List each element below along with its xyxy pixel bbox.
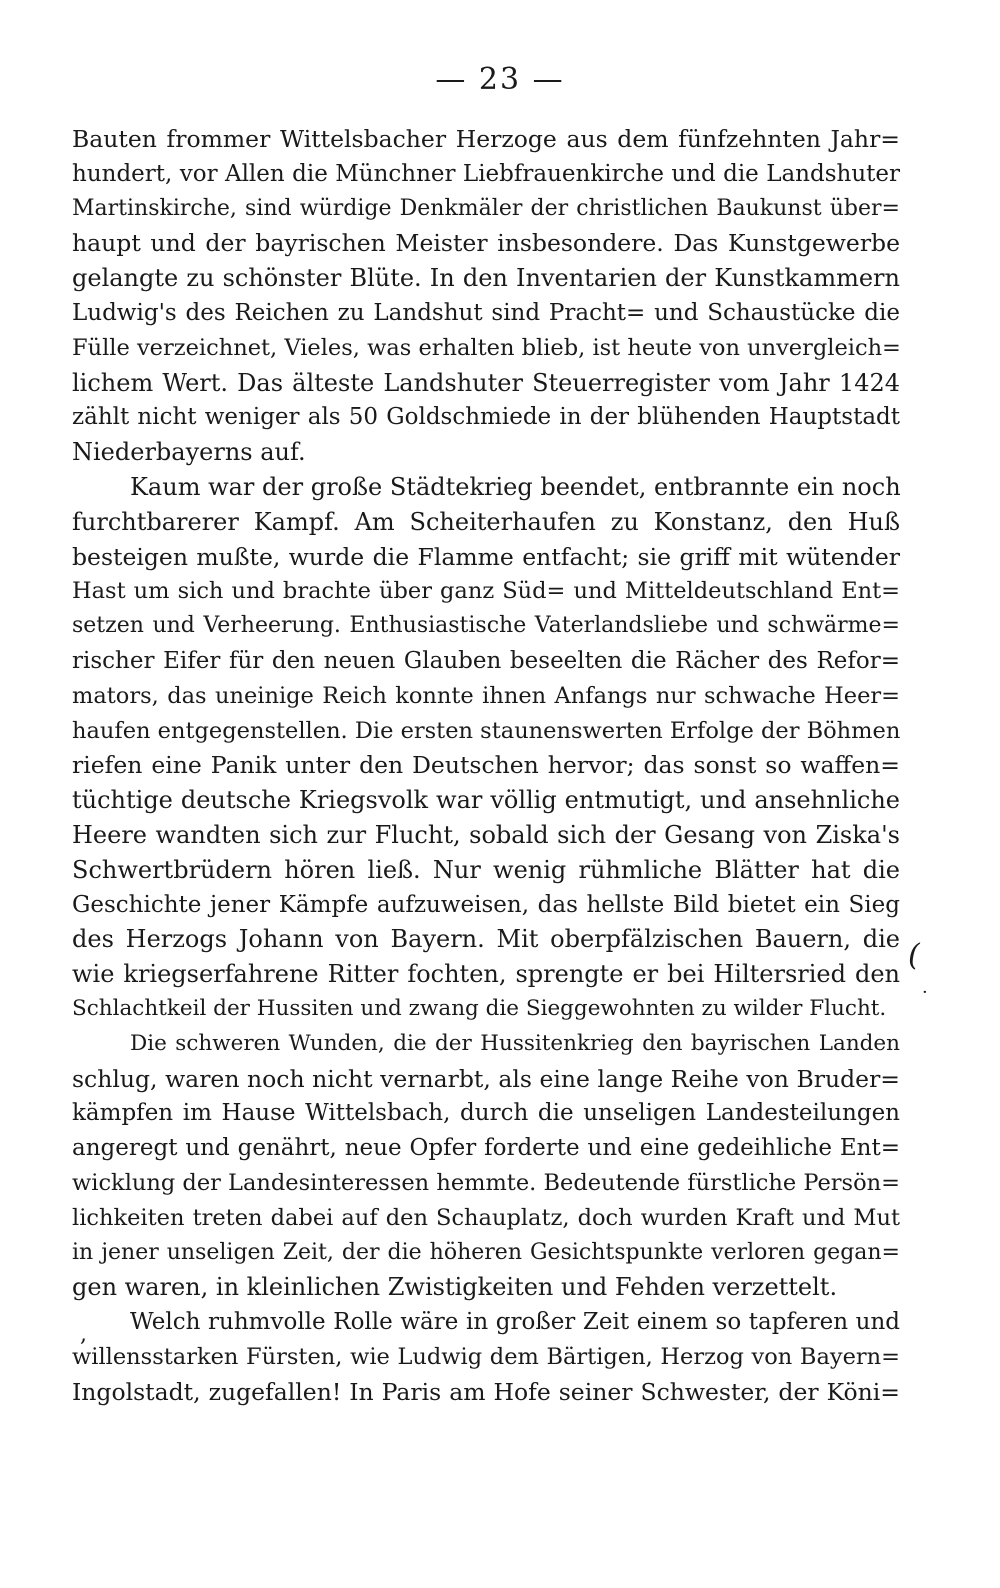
text-line: Welch ruhmvolle Rolle wäre in großer Zeit einem so tapferen und xyxy=(130,1309,900,1336)
text-line: Hast um sich und brachte über ganz Süd= und Mitteldeutschland Ent= xyxy=(72,578,900,605)
body-text xyxy=(72,122,900,1409)
text-line: mators, das uneinige Reich konnte ihnen Anfangs nur schwache Heer= xyxy=(72,682,900,709)
text-line: des Herzogs Johann von Bayern. Mit oberpfälzischen Bauern, die xyxy=(72,925,900,954)
text-line: riefen eine Panik unter den Deutschen hervor; das sonst so waffen= xyxy=(72,751,900,780)
text-line: Fülle verzeichnet, Vieles, was erhalten blieb, ist heute von unvergleich= xyxy=(72,334,901,361)
text-line: haufen entgegenstellen. Die ersten staunenswerten Erfolge der Böhmen xyxy=(72,717,901,744)
page-number: — 23 — xyxy=(435,62,565,97)
stray-comma-mark: , xyxy=(80,1322,87,1347)
text-line: lichkeiten treten dabei auf den Schauplatz, doch wurden Kraft und Mut xyxy=(72,1204,900,1231)
text-line: besteigen mußte, wurde die Flamme entfacht; sie griff mit wütender xyxy=(72,542,900,571)
margin-annotation-dot: · xyxy=(922,982,928,1003)
text-line: haupt und der bayrischen Meister insbesondere. Das Kunstgewerbe xyxy=(72,229,900,258)
text-line: Die schweren Wunden, die der Hussitenkrieg den bayrischen Landen xyxy=(130,1030,900,1056)
text-line: Kaum war der große Städtekrieg beendet, entbrannte ein noch xyxy=(130,472,901,501)
text-line: rischer Eifer für den neuen Glauben beseelten die Rächer des Refor= xyxy=(72,647,900,674)
text-line: lichem Wert. Das älteste Landshuter Steuerregister vom Jahr 1424 xyxy=(72,368,900,397)
paragraph xyxy=(72,470,900,1027)
text-line: Bauten frommer Wittelsbacher Herzoge aus dem fünfzehnten Jahr= xyxy=(72,125,900,153)
text-line: zählt nicht weniger als 50 Goldschmiede in der blühenden Hauptstadt xyxy=(72,404,900,431)
text-line: willensstarken Fürsten, wie Ludwig dem Bärtigen, Herzog von Bayern= xyxy=(72,1343,900,1370)
text-line: Heere wandten sich zur Flucht, sobald sich der Gesang von Ziska's xyxy=(72,820,900,849)
text-line: in jener unseligen Zeit, der die höheren Gesichtspunkte verloren gegan= xyxy=(72,1239,900,1265)
text-line: schlug, waren noch nicht vernarbt, als eine lange Reihe von Bruder= xyxy=(72,1064,900,1093)
text-line: gelangte zu schönster Blüte. In den Inventarien der Kunstkammern xyxy=(72,264,900,293)
text-line: kämpfen im Hause Wittelsbach, durch die unseligen Landesteilungen xyxy=(72,1100,900,1127)
text-line: Schwertbrüdern hören ließ. Nur wenig rühmliche Blätter hat die xyxy=(72,855,900,884)
margin-annotation-mark: ( xyxy=(908,938,920,973)
text-line: wicklung der Landesinteressen hemmte. Bedeutende fürstliche Persön= xyxy=(72,1169,900,1196)
text-line: tüchtige deutsche Kriegsvolk war völlig entmutigt, und ansehnliche xyxy=(72,786,900,815)
text-line: gen waren, in kleinlichen Zwistigkeiten und Fehden verzettelt. xyxy=(72,1273,838,1302)
text-line: Martinskirche, sind würdige Denkmäler der christlichen Baukunst über= xyxy=(72,195,900,221)
text-line: angeregt und genährt, neue Opfer forderte und eine gedeihliche Ent= xyxy=(72,1135,900,1162)
paragraph xyxy=(72,1305,900,1409)
text-line: Schlachtkeil der Hussiten und zwang die Sieggewohnten zu wilder Flucht. xyxy=(72,995,887,1021)
text-line: furchtbarerer Kampf. Am Scheiterhaufen zu Konstanz, den Huß xyxy=(72,507,900,536)
paragraph xyxy=(72,122,900,470)
text-line: wie kriegserfahrene Ritter fochten, sprengte er bei Hiltersried den xyxy=(72,960,900,989)
text-line: Geschichte jener Kämpfe aufzuweisen, das hellste Bild bietet ein Sieg xyxy=(72,891,900,918)
text-line: hundert, vor Allen die Münchner Liebfrauenkirche und die Landshuter xyxy=(72,160,900,187)
text-line: setzen und Verheerung. Enthusiastische Vaterlandsliebe und schwärme= xyxy=(72,613,900,639)
text-line: Ingolstadt, zugefallen! In Paris am Hofe seiner Schwester, der Köni= xyxy=(72,1377,900,1406)
paragraph xyxy=(72,1027,900,1305)
text-line: Ludwig's des Reichen zu Landshut sind Pracht= und Schaustücke die xyxy=(72,299,900,326)
text-line: Niederbayerns auf. xyxy=(72,438,306,467)
